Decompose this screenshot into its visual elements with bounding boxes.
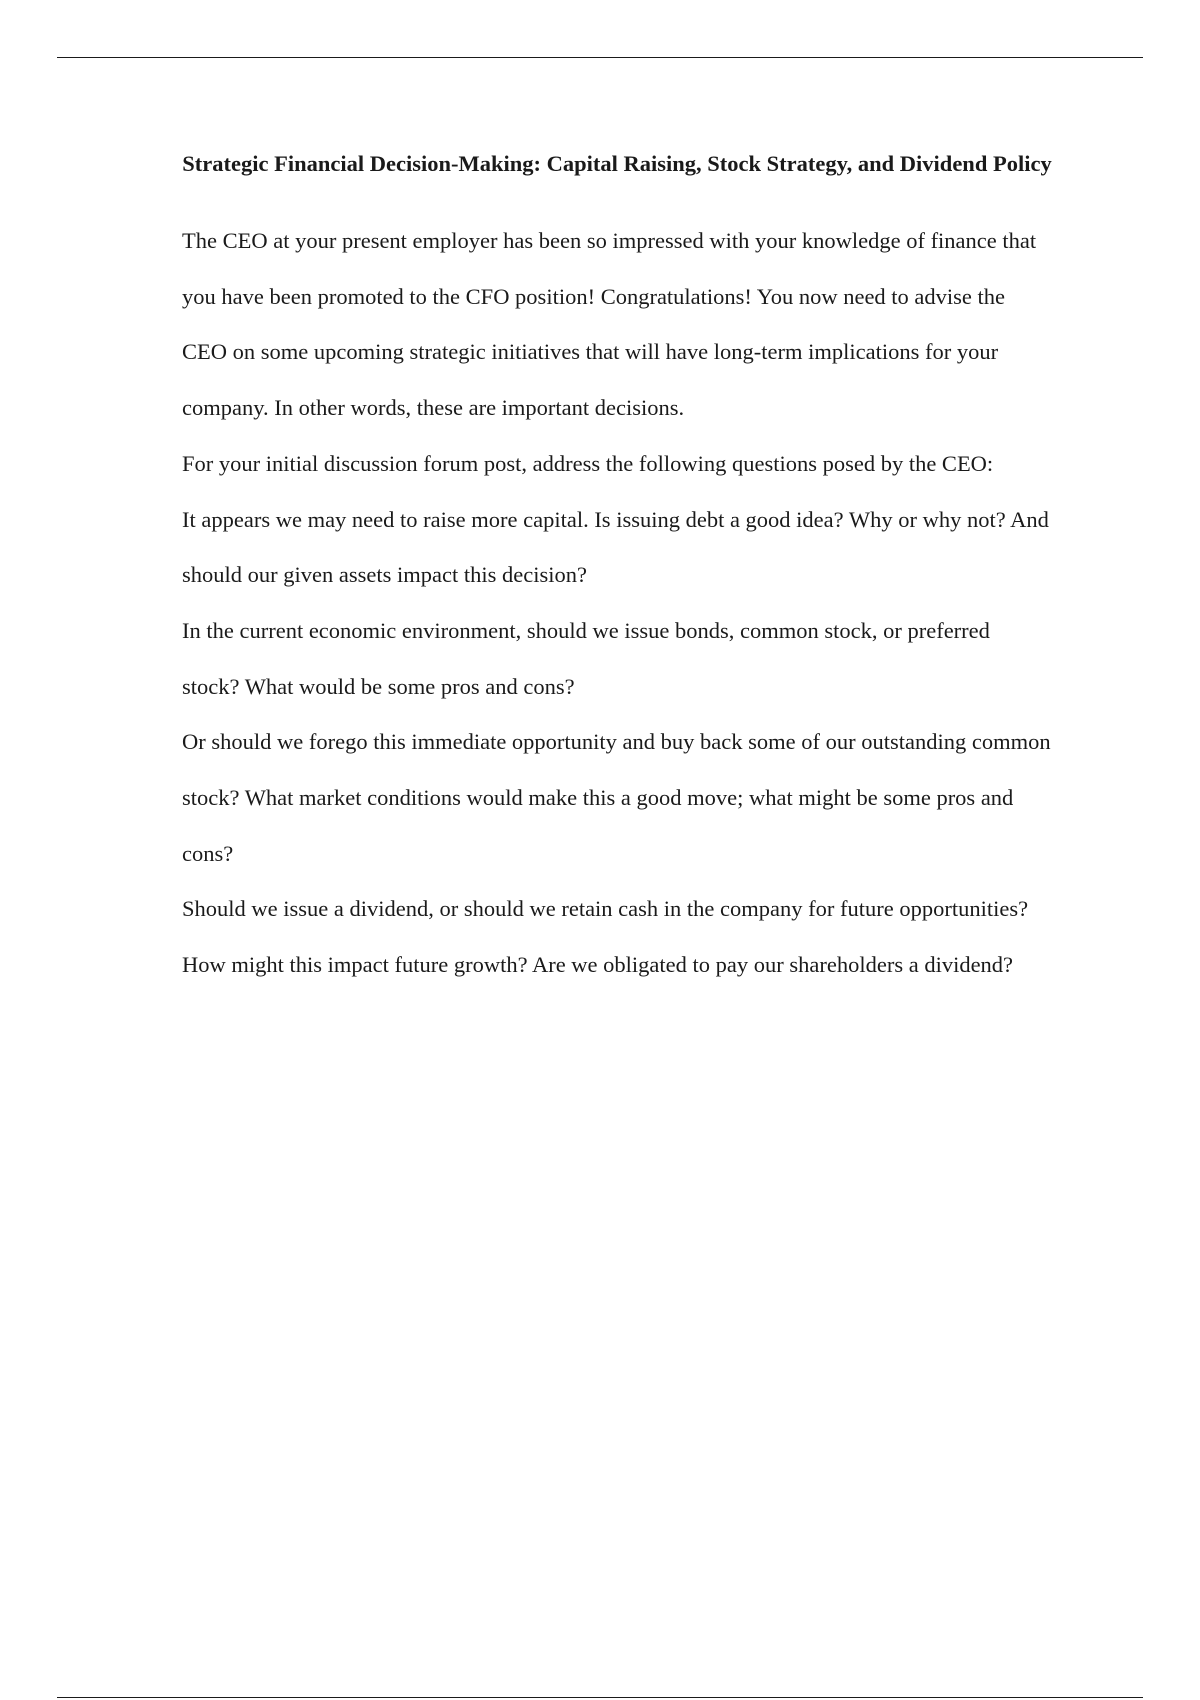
question-debt-paragraph: It appears we may need to raise more capital. Is issuing debt a good idea? Why or why not? And should our given assets impact this decision? (182, 506, 1049, 588)
question-dividend-paragraph: Should we issue a dividend, or should we retain cash in the company for future opportunities? How might this impact future growth? Are we obligated to pay our shareholders a dividend? (182, 896, 1029, 978)
intro-paragraph: The CEO at your present employer has been so impressed with your knowledge of finance that you have been promoted to the CFO position! Congratulations! You now need to advise the CEO on some upcoming strategic initiatives that will have long-term implications for your company. In other words, these are important decisions. (182, 228, 1037, 421)
question-securities-paragraph: In the current economic environment, should we issue bonds, common stock, or preferred stock? What would be some pros and cons? (182, 617, 990, 699)
question-buyback-paragraph: Or should we forego this immediate opportunity and buy back some of our outstanding common stock? What market conditions would make this a good move; what might be some pros and cons? (182, 729, 1051, 866)
footer-rule (57, 1697, 1143, 1698)
instructions-paragraph: For your initial discussion forum post, address the following questions posed by the CEO: (182, 450, 994, 476)
document-title: Strategic Financial Decision-Making: Capital Raising, Stock Strategy, and Dividend Policy (182, 151, 1052, 176)
header-rule (57, 57, 1143, 58)
document-body (182, 136, 1052, 993)
